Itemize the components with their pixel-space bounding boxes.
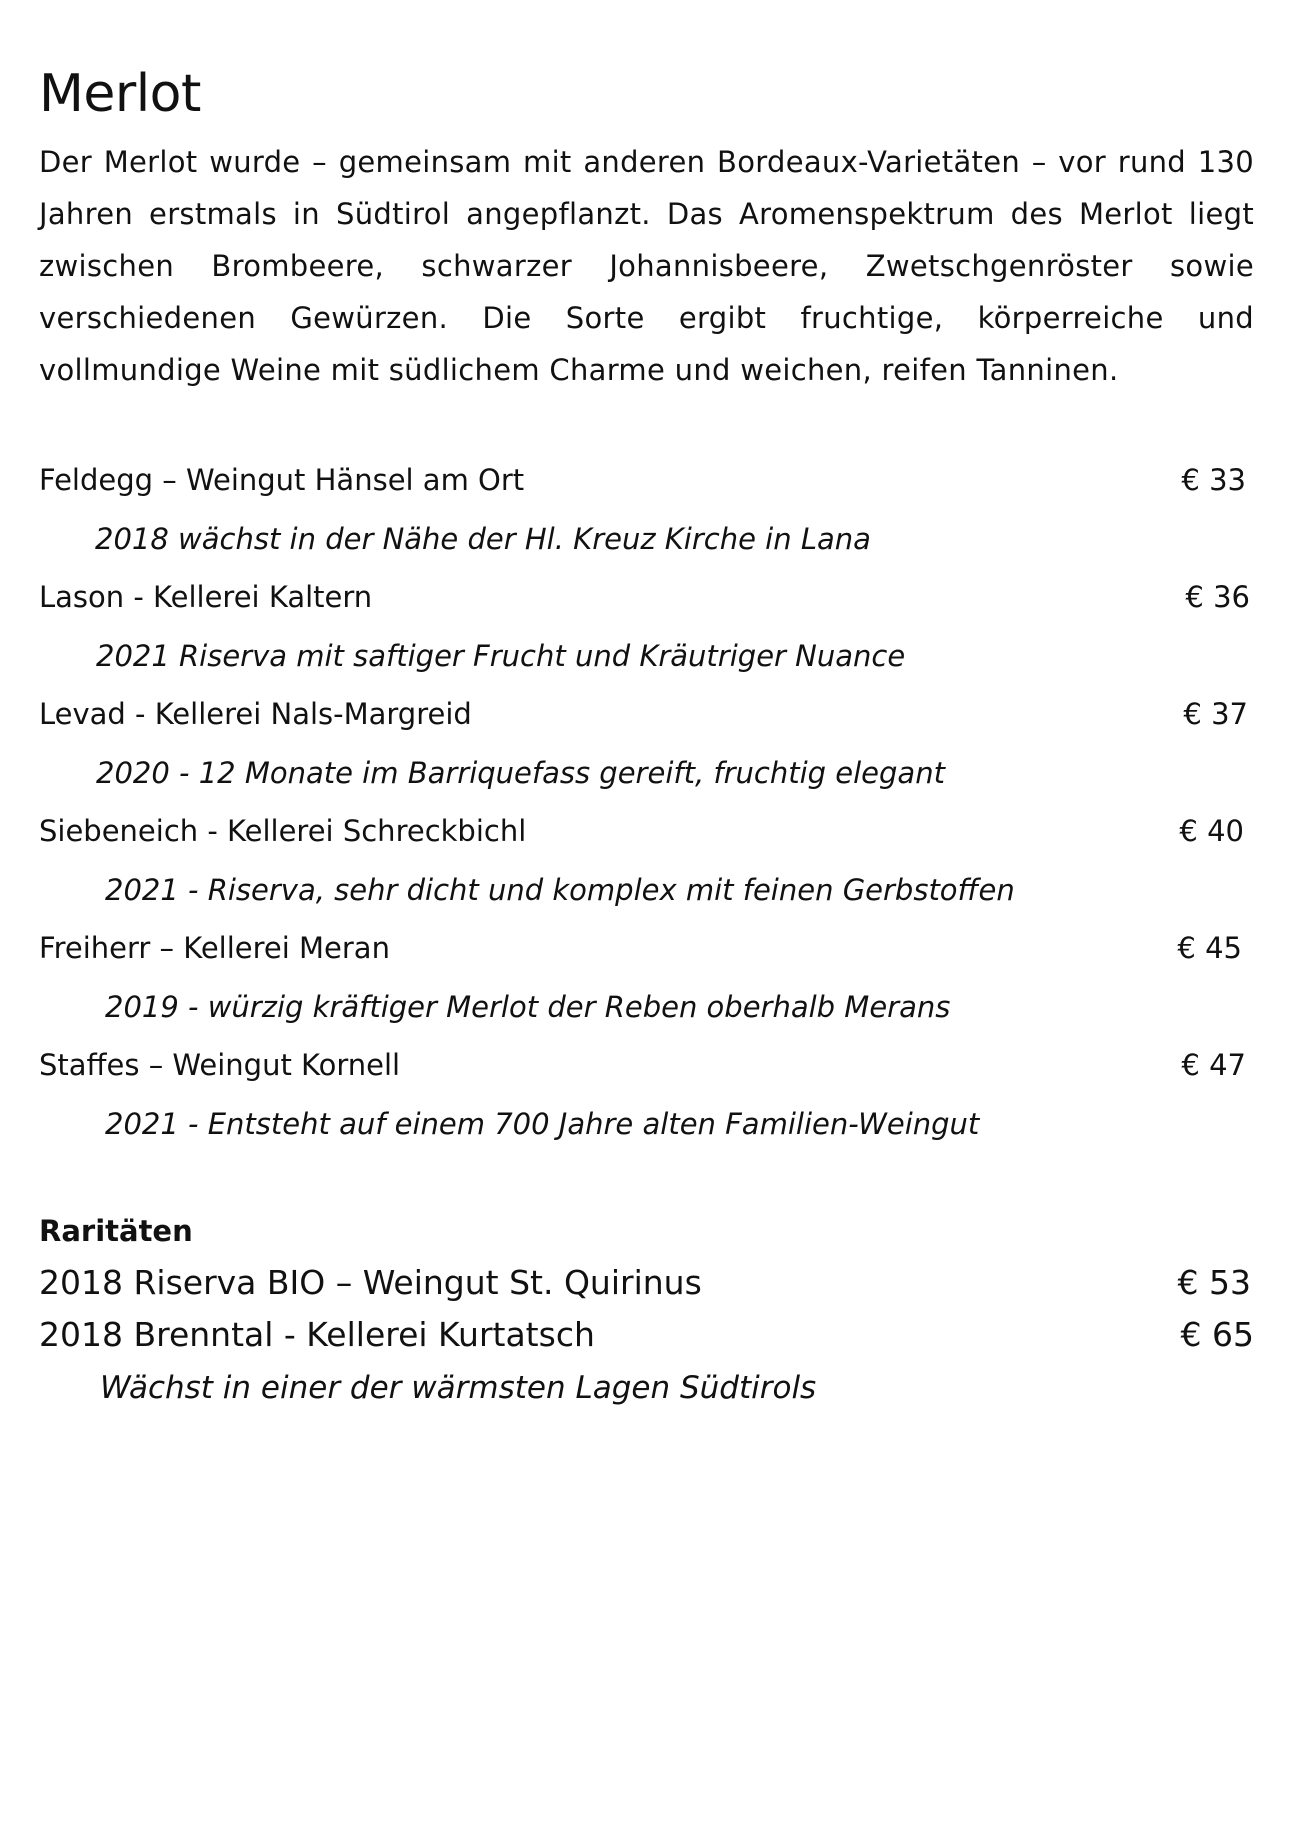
wine-item	[39, 577, 1254, 617]
wine-item	[39, 694, 1254, 734]
wine-price: € 37	[1183, 697, 1248, 731]
wine-item	[39, 928, 1254, 968]
wine-name: Levad - Kellerei Nals-Margreid	[39, 697, 472, 731]
wine-description: 2021 - Entsteht auf einem 700 Jahre alten Familien-Weingut	[105, 1107, 980, 1141]
wine-item	[39, 460, 1254, 500]
wine-price: € 36	[1185, 580, 1250, 614]
wine-name: Staffes – Weingut Kornell	[39, 1048, 401, 1082]
rarity-item	[39, 1313, 1254, 1357]
wine-price: € 40	[1179, 814, 1244, 848]
rarity-name: 2018 Brenntal - Kellerei Kurtatsch	[39, 1315, 595, 1354]
page-title: Merlot	[39, 64, 201, 124]
wine-price: € 45	[1177, 931, 1242, 965]
rarity-note: Wächst in einer der wärmsten Lagen Südtirols	[100, 1370, 817, 1406]
rarities-heading: Raritäten	[39, 1214, 193, 1248]
wine-description: 2021 Riserva mit saftiger Frucht und Kräutriger Nuance	[96, 639, 906, 673]
rarity-item	[39, 1261, 1254, 1305]
rarity-price: € 65	[1180, 1315, 1254, 1354]
wine-description: 2021 - Riserva, sehr dicht und komplex mit feinen Gerbstoffen	[105, 873, 1015, 907]
rarity-name: 2018 Riserva BIO – Weingut St. Quirinus	[39, 1263, 702, 1302]
wine-name: Siebeneich - Kellerei Schreckbichl	[39, 814, 527, 848]
wine-item	[39, 811, 1254, 851]
wine-name: Freiherr – Kellerei Meran	[39, 931, 390, 965]
wine-name: Feldegg – Weingut Hänsel am Ort	[39, 463, 525, 497]
wine-description: 2019 - würzig kräftiger Merlot der Reben oberhalb Merans	[105, 990, 951, 1024]
rarity-price: € 53	[1177, 1263, 1251, 1302]
wine-description: 2018 wächst in der Nähe der Hl. Kreuz Kirche in Lana	[95, 522, 871, 556]
intro-paragraph: Der Merlot wurde – gemeinsam mit anderen Bordeaux-Varietäten – vor rund 130 Jahren erstmals in Südtirol angepflanzt. Das Aromenspektrum des Merlot liegt zwischen Brombeere, schwarzer Johannisbeere, Zwetschgenröster sowie verschiedenen Gewürzen. Die Sorte ergibt fruchtige, körperreiche und vollmundige Weine mit südlichem Charme und weichen, reifen Tanninen.	[39, 145, 1254, 387]
wine-name: Lason - Kellerei Kaltern	[39, 580, 373, 614]
wine-description: 2020 - 12 Monate im Barriquefass gereift, fruchtig elegant	[96, 756, 945, 790]
wine-price: € 47	[1181, 1048, 1246, 1082]
wine-item	[39, 1045, 1254, 1085]
wine-price: € 33	[1181, 463, 1246, 497]
